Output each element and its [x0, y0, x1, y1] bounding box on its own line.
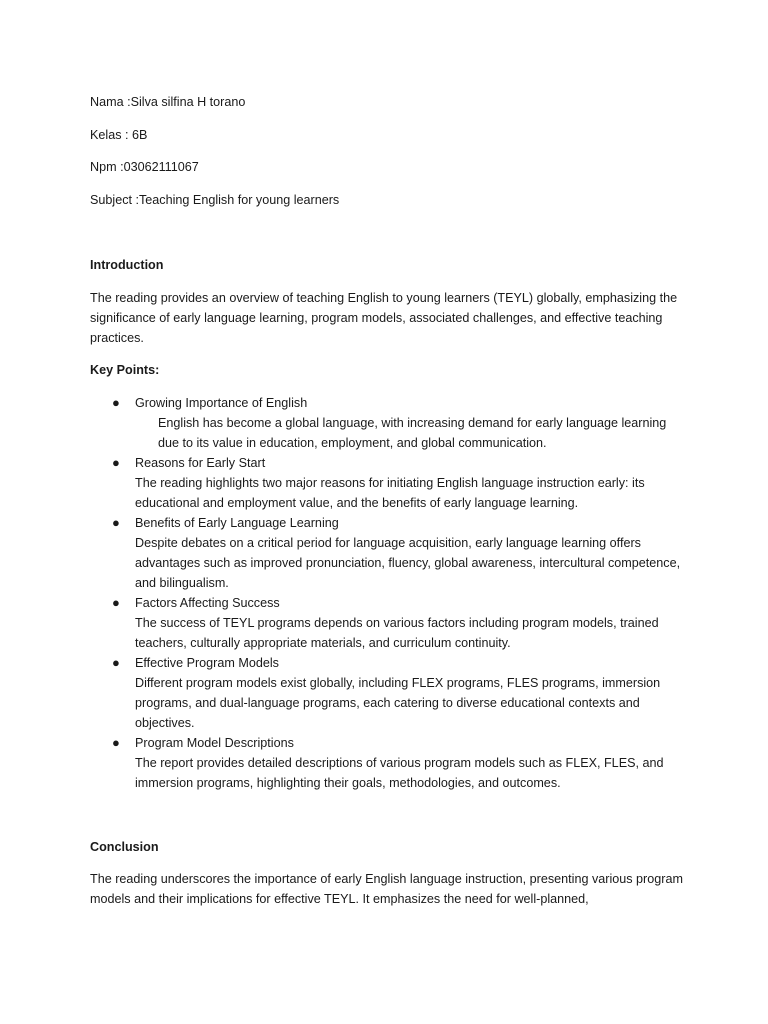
point-title: Program Model Descriptions: [135, 735, 294, 750]
point-title: Factors Affecting Success: [135, 595, 280, 610]
list-item: [90, 653, 690, 733]
conclusion-text: The reading underscores the importance of early English language instruction, presenting various program models and their implications for effective TEYL. It emphasizes the need for well-planned,: [90, 872, 683, 906]
conclusion-heading: Conclusion: [90, 839, 159, 854]
point-title: Effective Program Models: [135, 655, 279, 670]
point-description: The success of TEYL programs depends on various factors including program models, trained teachers, culturally appropriate materials, and curriculum continuity.: [135, 615, 659, 650]
key-points-heading: Key Points:: [90, 363, 160, 377]
point-description: Different program models exist globally, including FLEX programs, FLES programs, immersion programs, and dual-language programs, each catering to diverse educational contexts and objectives.: [135, 675, 661, 730]
bullet-icon: ●: [112, 734, 120, 750]
list-item: [90, 513, 690, 593]
bullet-icon: ●: [112, 454, 120, 470]
point-title: Benefits of Early Language Learning: [135, 515, 339, 530]
bullet-icon: ●: [112, 594, 120, 610]
bullet-icon: ●: [112, 514, 120, 530]
student-npm: Npm :03062111067: [90, 160, 199, 174]
spacer: [90, 793, 690, 837]
point-description: The reading highlights two major reasons for initiating English language instruction early: its educational and employment value, and the benefits of early language learning.: [135, 475, 645, 510]
bullet-icon: ●: [112, 654, 120, 670]
key-points-list: [90, 393, 690, 793]
point-description: Despite debates on a critical period for language acquisition, early language learning offers advantages such as improved pronunciation, fluency, global awareness, intercultural competence, and bilingualism.: [135, 535, 681, 590]
point-description: The report provides detailed descriptions of various program models such as FLEX, FLES, and immersion programs, highlighting their goals, methodologies, and outcomes.: [135, 755, 664, 790]
document-page: [90, 92, 690, 922]
spacer: [90, 222, 690, 255]
introduction-text: The reading provides an overview of teaching English to young learners (TEYL) globally, emphasizing the significance of early language learning, program models, associated challenges, and effective teaching practices.: [90, 290, 678, 345]
bullet-icon: ●: [112, 394, 120, 410]
subject-line: Subject :Teaching English for young learners: [90, 192, 340, 207]
list-item: [90, 453, 690, 513]
student-class: Kelas : 6B: [90, 127, 148, 142]
introduction-heading: Introduction: [90, 258, 164, 272]
list-item: [90, 593, 690, 653]
student-name: Nama :Silva silfina H torano: [90, 95, 246, 109]
point-title: Reasons for Early Start: [135, 455, 266, 470]
point-title: Growing Importance of English: [135, 395, 308, 410]
point-description: English has become a global language, with increasing demand for early language learning due to its value in education, employment, and global communication.: [158, 415, 667, 450]
list-item: [90, 733, 690, 793]
list-item: [90, 393, 690, 453]
